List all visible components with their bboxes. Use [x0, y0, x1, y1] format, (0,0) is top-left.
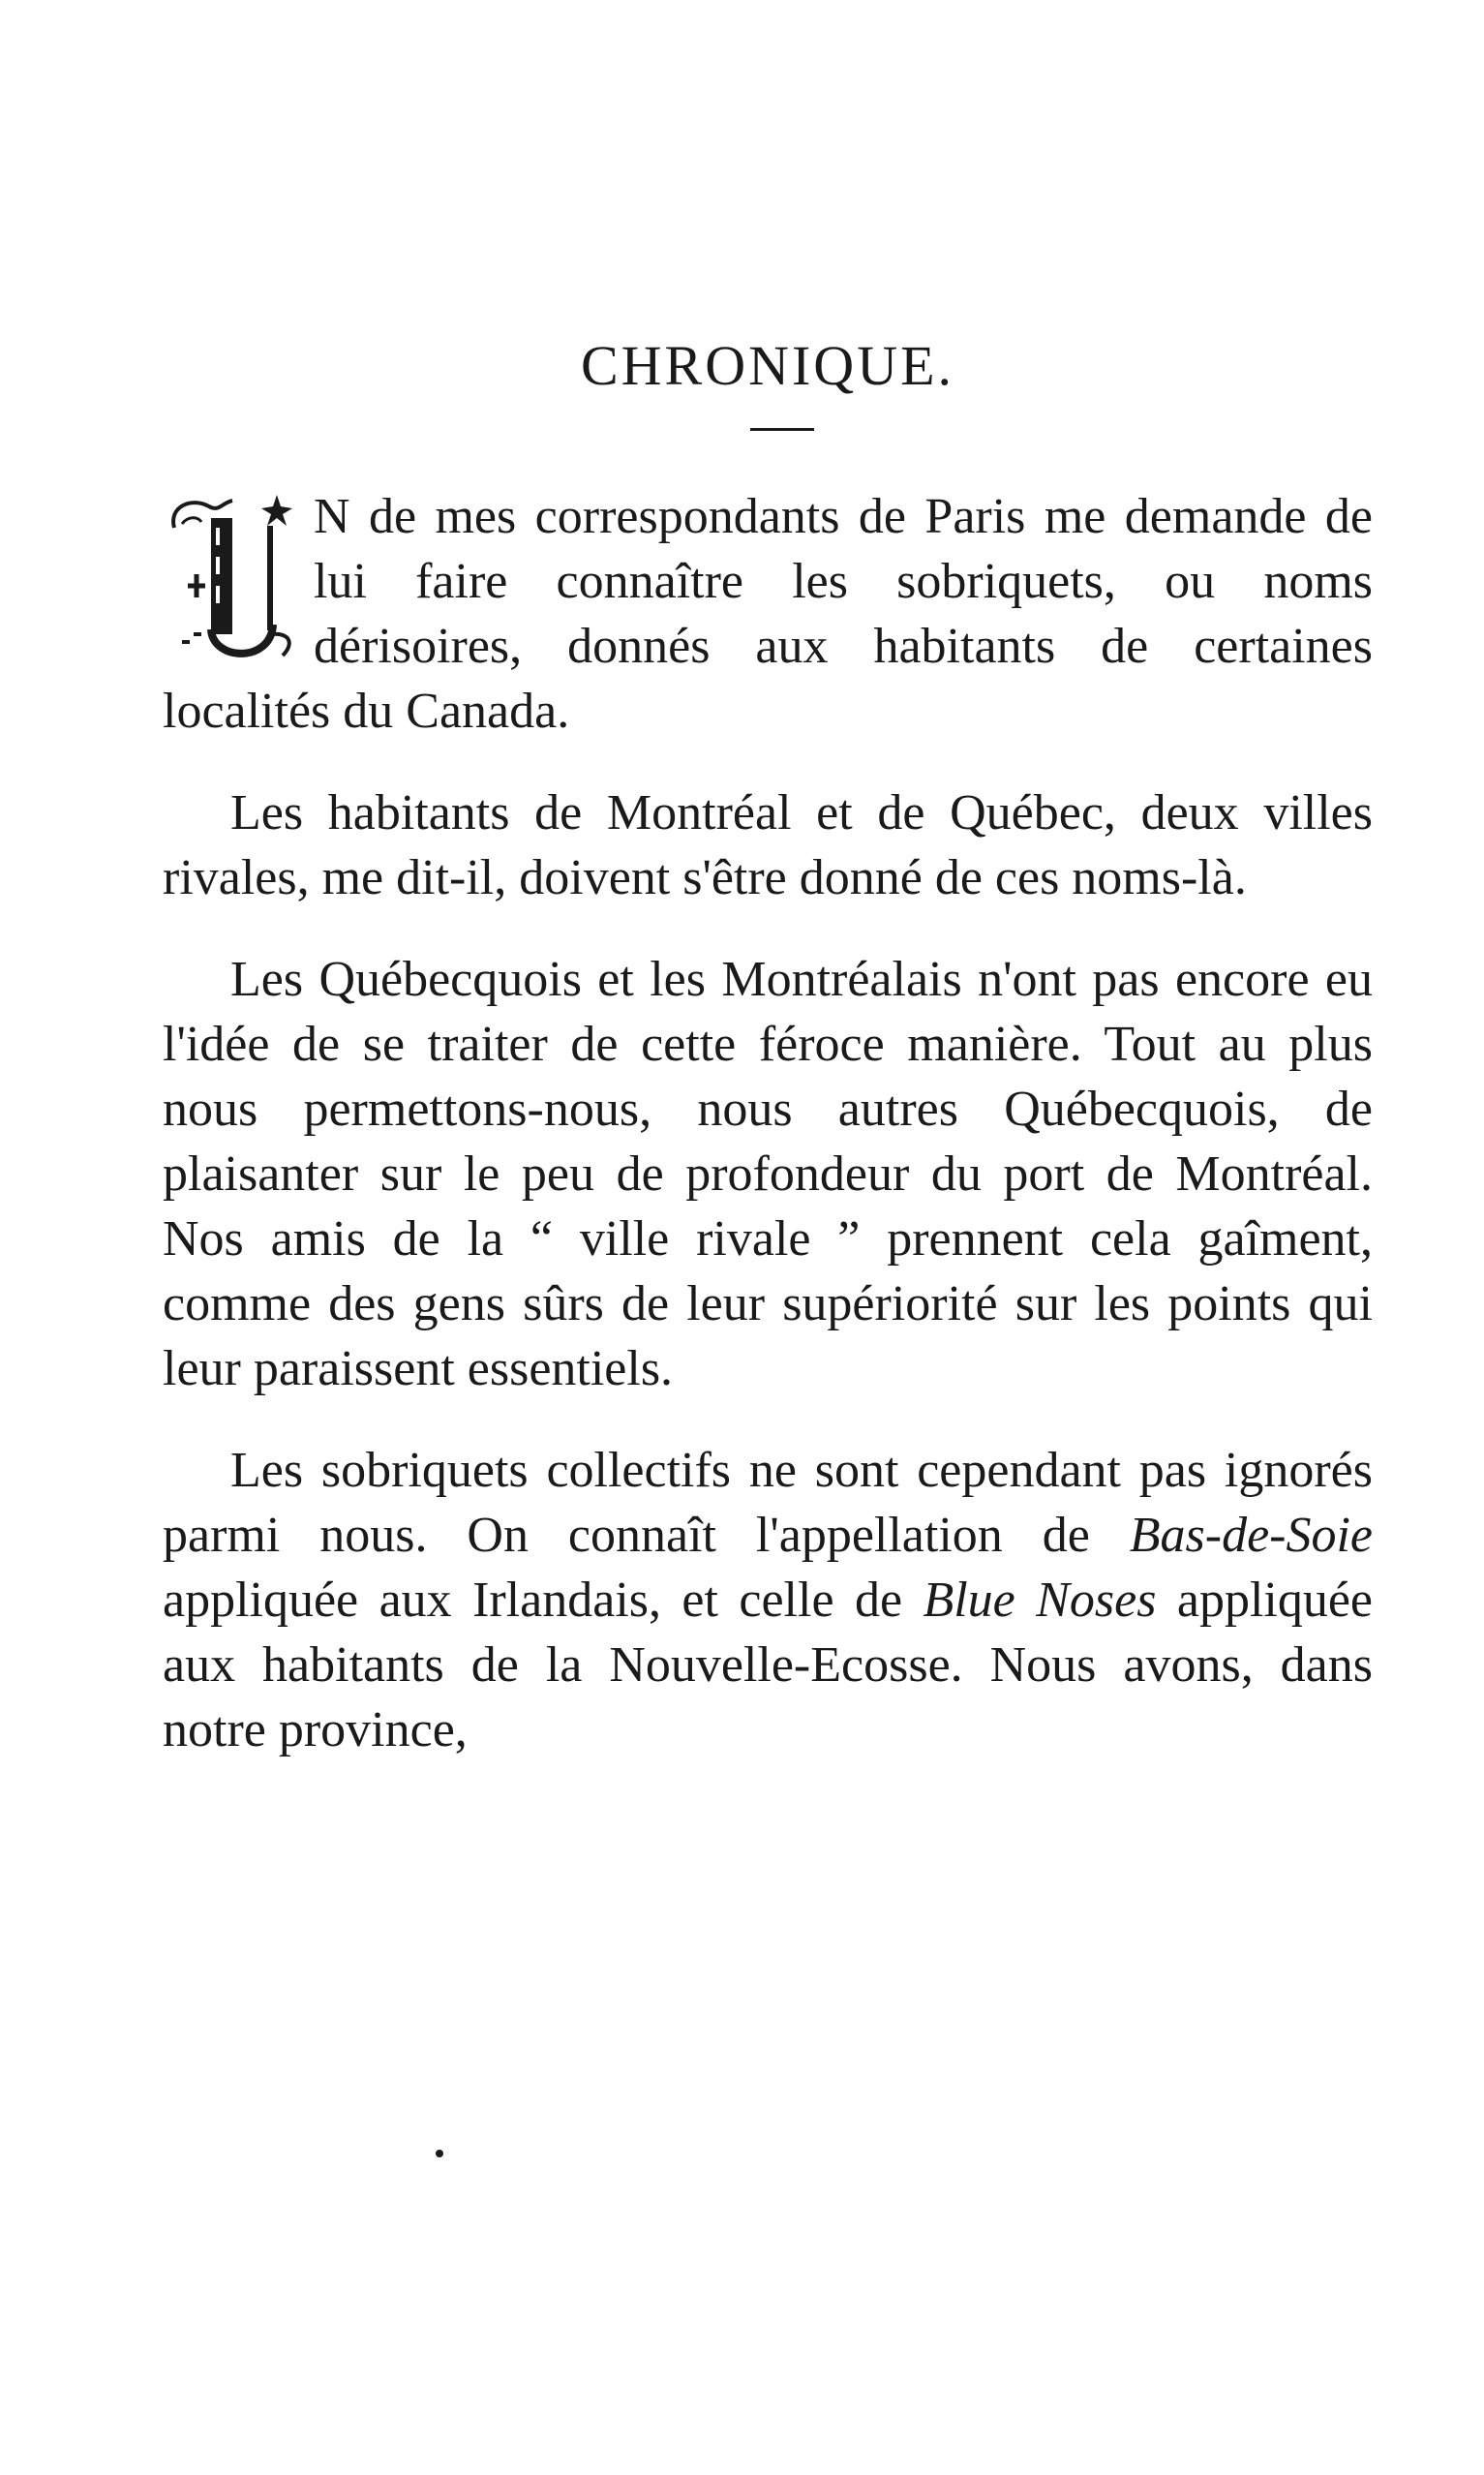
paragraph-1	[163, 484, 1373, 744]
book-page	[163, 0, 1373, 2475]
paragraph-4-part-1: Les sobriquets collectifs ne sont cependant pas ignorés parmi nous. On connaît l'appellation de	[163, 1443, 1373, 1563]
body-text	[163, 484, 1373, 1799]
italic-term-bas-de-soie: Bas-de-Soie	[1129, 1508, 1373, 1563]
paragraph-4	[163, 1438, 1373, 1762]
italic-term-blue-noses: Blue Noses	[923, 1573, 1157, 1628]
paragraph-2: Les habitants de Montréal et de Québec, deux villes rivales, me dit-il, doivent s'être donné de ces noms-là.	[163, 785, 1373, 905]
paragraph-4-part-3: appliquée aux habitants de la Nouvelle-Ecosse. Nous avons, dans notre province,	[163, 1573, 1374, 1757]
paragraph-1-text: N de mes correspondants de Paris me demande de lui faire connaître les sobriquets, ou noms dérisoires, donnés aux habitants de certaines localités du Canada.	[163, 489, 1373, 739]
paragraph-4-part-2: appliquée aux Irlandais, et celle de	[163, 1573, 924, 1628]
title-rule	[750, 428, 814, 431]
page-title: CHRONIQUE.	[580, 333, 955, 397]
ornamental-initial-icon	[163, 489, 308, 673]
paragraph-3: Les Québecquois et les Montréalais n'ont pas encore eu l'idée de se traiter de cette féroce manière. Tout au plus nous permettons-nous, nous autres Québecquois, de plaisanter sur le peu de profondeur du port de Montréal. Nos amis de la “ ville rivale ” prennent cela gaîment, comme des gens sûrs de leur supériorité sur les points qui leur paraissent essentiels.	[163, 952, 1373, 1396]
ink-speck	[436, 2150, 443, 2157]
